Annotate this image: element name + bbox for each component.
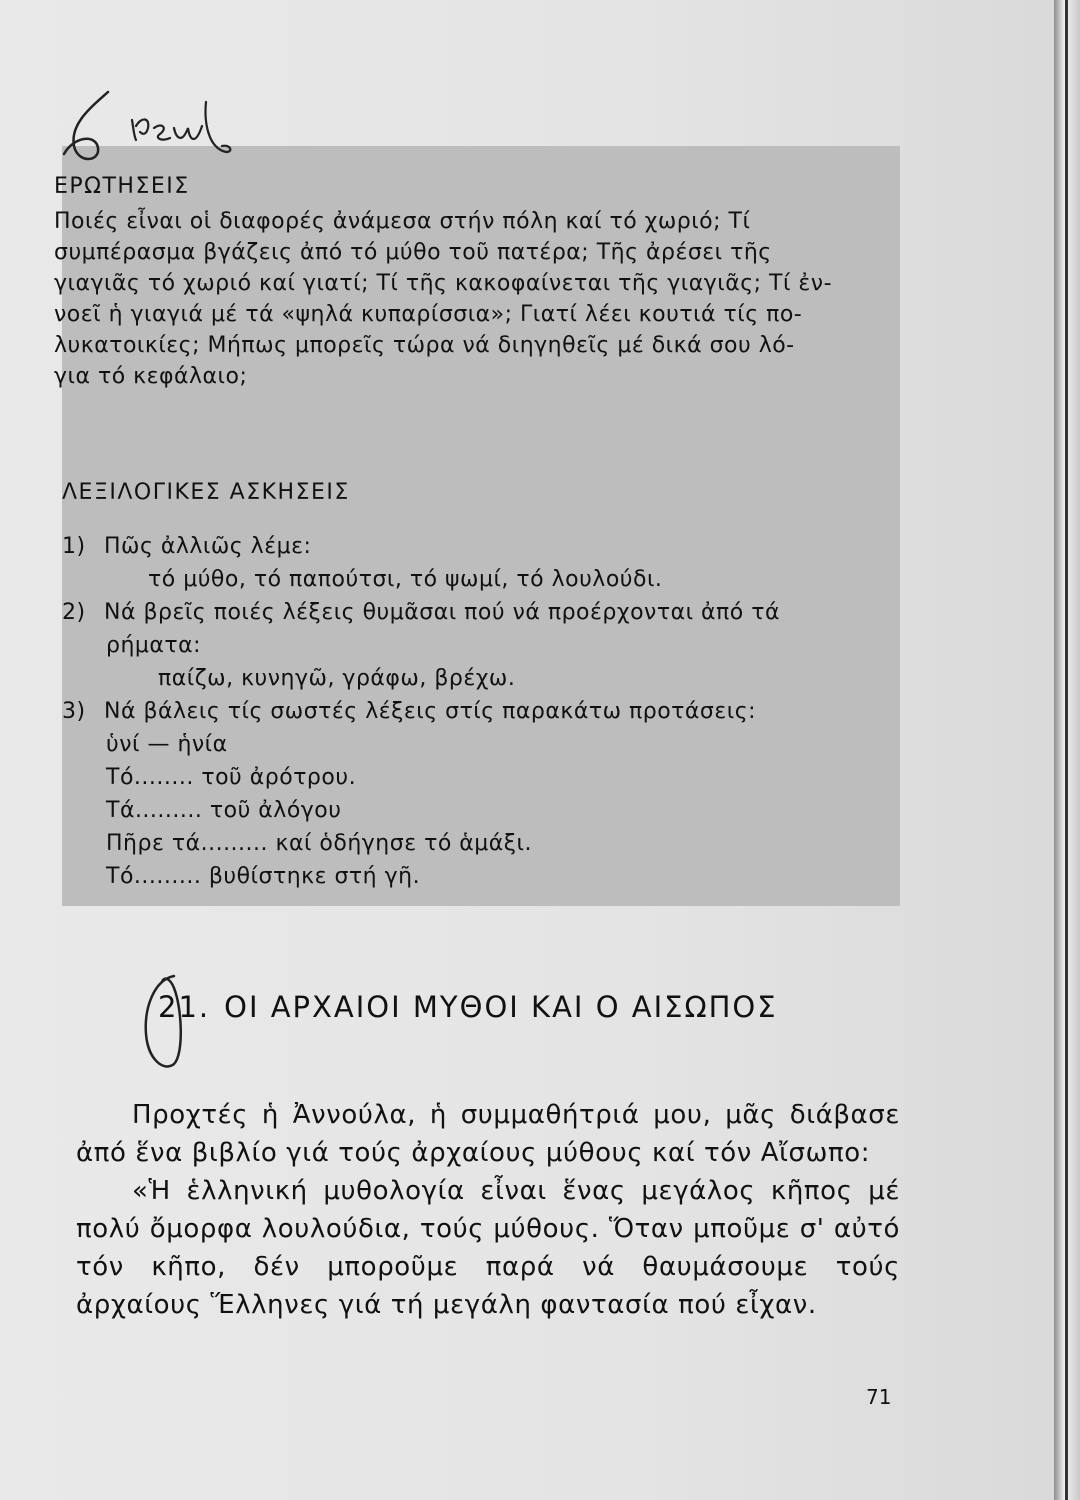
- page-edge: [1054, 0, 1080, 1500]
- page-number: 71: [866, 1385, 892, 1409]
- chapter-heading: ΟΙ ΑΡΧΑΙΟΙ ΜΥΘΟΙ ΚΑΙ Ο ΑΙΣΩΠΟΣ: [224, 990, 778, 1024]
- fill-in-sentence: Τά......... τοῦ ἀλόγου: [106, 798, 342, 823]
- question-line: για τό κεφάλαιο;: [54, 364, 248, 389]
- lexical-heading: ΛΕΞΙΛΟΓΙΚΕΣ ΑΣΚΗΣΕΙΣ: [62, 480, 350, 505]
- body-paragraph: «Ἡ ἑλληνική μυθολογία εἶναι ἕνας μεγάλος κῆπος μέ πολύ ὄμορφα λουλούδια, τούς μύθους. Ὅταν μποῦμε σ' αὐτό τόν κῆπο, δέν μποροῦμε παρά νά θαυμάσουμε τούς ἀρχαίους Ἕλληνες γιά τή μεγάλη φαντασία πού εἶχαν.: [76, 1176, 900, 1320]
- question-line: νοεῖ ἡ γιαγιά μέ τά «ψηλά κυπαρίσσια»; Γιατί λέει κουτιά τίς πο-: [54, 302, 803, 327]
- lexical-exercises: [62, 530, 892, 893]
- exercise-prompt: Νά βάλεις τίς σωστές λέξεις στίς παρακάτω προτάσεις:: [104, 699, 757, 724]
- exercise-1: [62, 530, 892, 563]
- fill-in-sentence: Πῆρε τά......... καί ὁδήγησε τό ἁμάξι.: [106, 831, 532, 856]
- exercise-number: 3): [62, 699, 86, 724]
- exercise-3-options: ὑνί — ἡνία: [106, 732, 228, 757]
- question-line: Ποιές εἶναι οἱ διαφορές ἀνάμεσα στήν πόλη καί τό χωριό; Τί: [54, 209, 751, 234]
- body-text: [76, 1096, 900, 1324]
- fill-in-sentence: Τό......... βυθίστηκε στή γῆ.: [106, 864, 421, 889]
- exercise-number: 2): [62, 600, 86, 625]
- question-line: συμπέρασμα βγάζεις ἀπό τό μύθο τοῦ πατέρα; Τῆς ἀρέσει τῆς: [54, 240, 772, 265]
- exercise-3: [62, 695, 892, 728]
- chapter-number: 21.: [158, 990, 211, 1024]
- exercise-2: [62, 596, 892, 629]
- chapter-title: [158, 990, 778, 1024]
- exercise-2-prompt-cont: ρήματα:: [106, 633, 202, 658]
- exercise-2-words: παίζω, κυνηγῶ, γράφω, βρέχω.: [158, 666, 516, 691]
- exercise-prompt: Νά βρεῖς ποιές λέξεις θυμᾶσαι πού νά προέρχονται ἀπό τά: [104, 600, 780, 625]
- question-line: λυκατοικίες; Μήπως μπορεῖς τώρα νά διηγηθεῖς μέ δικά σου λό-: [54, 333, 795, 358]
- questions-paragraph: [54, 206, 874, 392]
- exercise-number: 1): [62, 534, 86, 559]
- questions-heading: ΕΡΩΤΗΣΕΙΣ: [54, 174, 190, 199]
- exercise-1-words: τό μύθο, τό παπούτσι, τό ψωμί, τό λουλούδι.: [148, 567, 663, 592]
- fill-in-sentence: Τό........ τοῦ ἀρότρου.: [106, 765, 357, 790]
- question-line: γιαγιᾶς τό χωριό καί γιατί; Τί τῆς κακοφαίνεται τῆς γιαγιᾶς; Τί ἐν-: [54, 271, 833, 296]
- body-paragraph: Προχτές ἡ Ἀννούλα, ἡ συμμαθήτριά μου, μᾶς διάβασε ἀπό ἕνα βιβλίο γιά τούς ἀρχαίους μύθους καί τόν Αἴσωπο:: [76, 1100, 900, 1168]
- exercise-prompt: Πῶς ἀλλιῶς λέμε:: [104, 534, 312, 559]
